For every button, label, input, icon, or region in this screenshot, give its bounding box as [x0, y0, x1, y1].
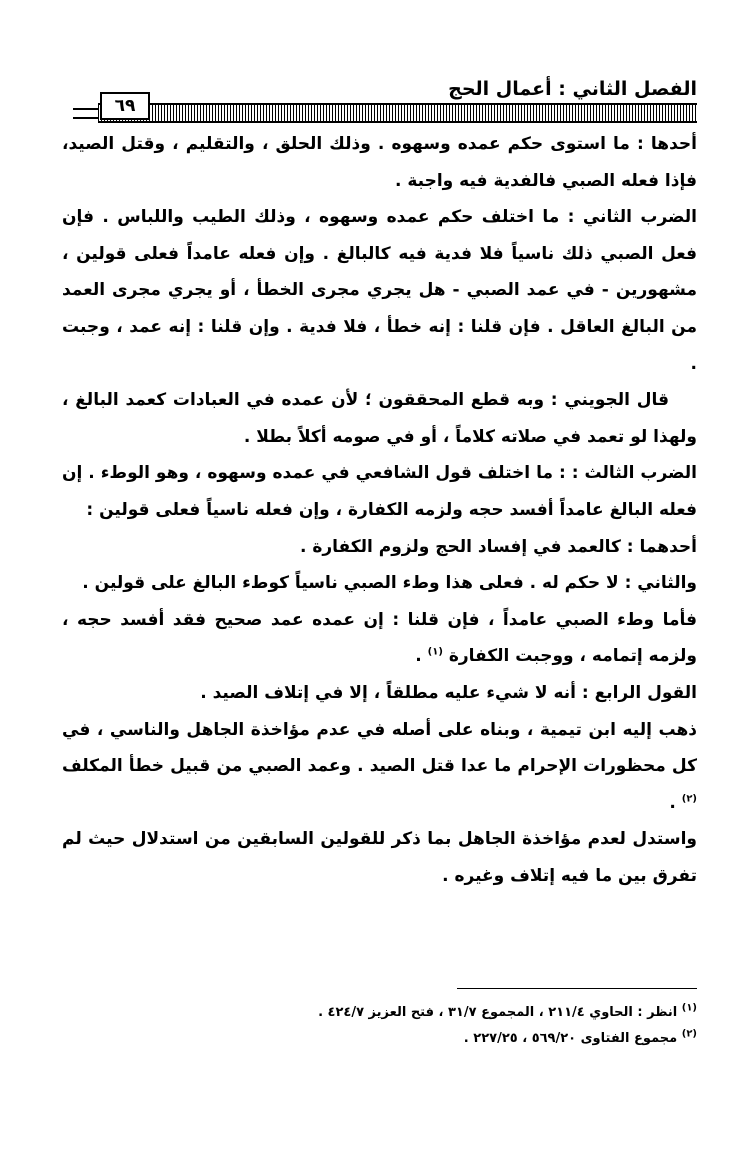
paragraph-9 — [62, 712, 697, 822]
header-rule-top — [73, 108, 98, 110]
main-text — [62, 126, 697, 894]
paragraph-4: الضرب الثالث : : ما اختلف قول الشافعي في عمده وسهوه ، وهو الوطء . إن فعله البالغ عامداً أفسد حجه ولزمه الكفارة ، وإن فعله ناسياً فعلى قولين : — [62, 463, 697, 520]
footnote-1-mark: (١) — [681, 1002, 697, 1014]
page-number: ٦٩ — [100, 92, 150, 120]
header-rule-bottom — [73, 117, 98, 119]
paragraph-9-end: . — [669, 792, 682, 813]
paragraph-8: القول الرابع : أنه لا شيء عليه مطلقاً ، إلا في إتلاف الصيد . — [200, 682, 697, 703]
footnote-2-text: مجموع الفتاوى ٥٦٩/٢٠ ، ٢٢٧/٢٥ . — [463, 1031, 678, 1046]
paragraph-7-text: فأما وطء الصبي عامداً ، فإن قلنا : إن عمده عمد صحيح فقد أفسد حجه ، ولزمه إتمامه ، ووجبت الكفارة — [62, 609, 697, 667]
footnotes — [62, 1000, 697, 1052]
paragraph-2: الضرب الثاني : ما اختلف حكم عمده وسهوه ، وذلك الطيب واللباس . فإن فعل الصبي ذلك ناسياً فلا فدية فيه كالبالغ . وإن فعله عامداً فعلى قولين ، مشهورين - في عمد الصبي - هل يجري مجرى الخطأ ، أو يجري مجرى العمد من البالغ العاقل . فإن قلنا : إنه خطأ ، فلا فدية . وإن قلنا : إنه عمد ، وجبت . — [62, 207, 697, 374]
chapter-title: الفصل الثاني : أعمال الحج — [448, 78, 697, 100]
footnote-1 — [62, 1000, 697, 1026]
paragraph-10: واستدل لعدم مؤاخذة الجاهل بما ذكر للقولين السابقين من استدلال حيث لم تفرق بين ما فيه إتلاف وغيره . — [62, 829, 697, 886]
header-decorative-band — [98, 103, 697, 123]
footnote-1-text: انظر : الحاوي ٢١١/٤ ، المجموع ٣١/٧ ، فتح العزيز ٤٢٤/٧ . — [318, 1005, 678, 1020]
footnote-ref-2[interactable]: (٢) — [681, 793, 697, 805]
paragraph-1: أحدها : ما استوى حكم عمده وسهوه . وذلك الحلق ، والتقليم ، وقتل الصيد، فإذا فعله الصبي فالفدية فيه واجبة . — [62, 134, 697, 191]
paragraph-5: أحدهما : كالعمد في إفساد الحج ولزوم الكفارة . — [299, 536, 697, 557]
paragraph-6: والثاني : لا حكم له . فعلى هذا وطء الصبي ناسياً كوطء البالغ على قولين . — [82, 573, 697, 594]
footnote-2 — [62, 1026, 697, 1052]
footnote-separator — [457, 988, 697, 989]
paragraph-3: قال الجويني : وبه قطع المحققون ؛ لأن عمده في العبادات كعمد البالغ ، ولهذا لو تعمد في صلاته كلاماً ، أو في صومه أكلاً بطلا . — [62, 390, 697, 447]
footnote-2-mark: (٢) — [681, 1028, 697, 1040]
footnote-ref-1[interactable]: (١) — [427, 646, 443, 658]
paragraph-9-text: ذهب إليه ابن تيمية ، وبناه على أصله في عدم مؤاخذة الجاهل والناسي ، في كل محظورات الإحرام ما عدا قتل الصيد . وعمد الصبي من قبيل خطأ المكلف — [62, 719, 697, 777]
paragraph-7-end: . — [415, 646, 428, 667]
paragraph-7 — [62, 602, 697, 675]
